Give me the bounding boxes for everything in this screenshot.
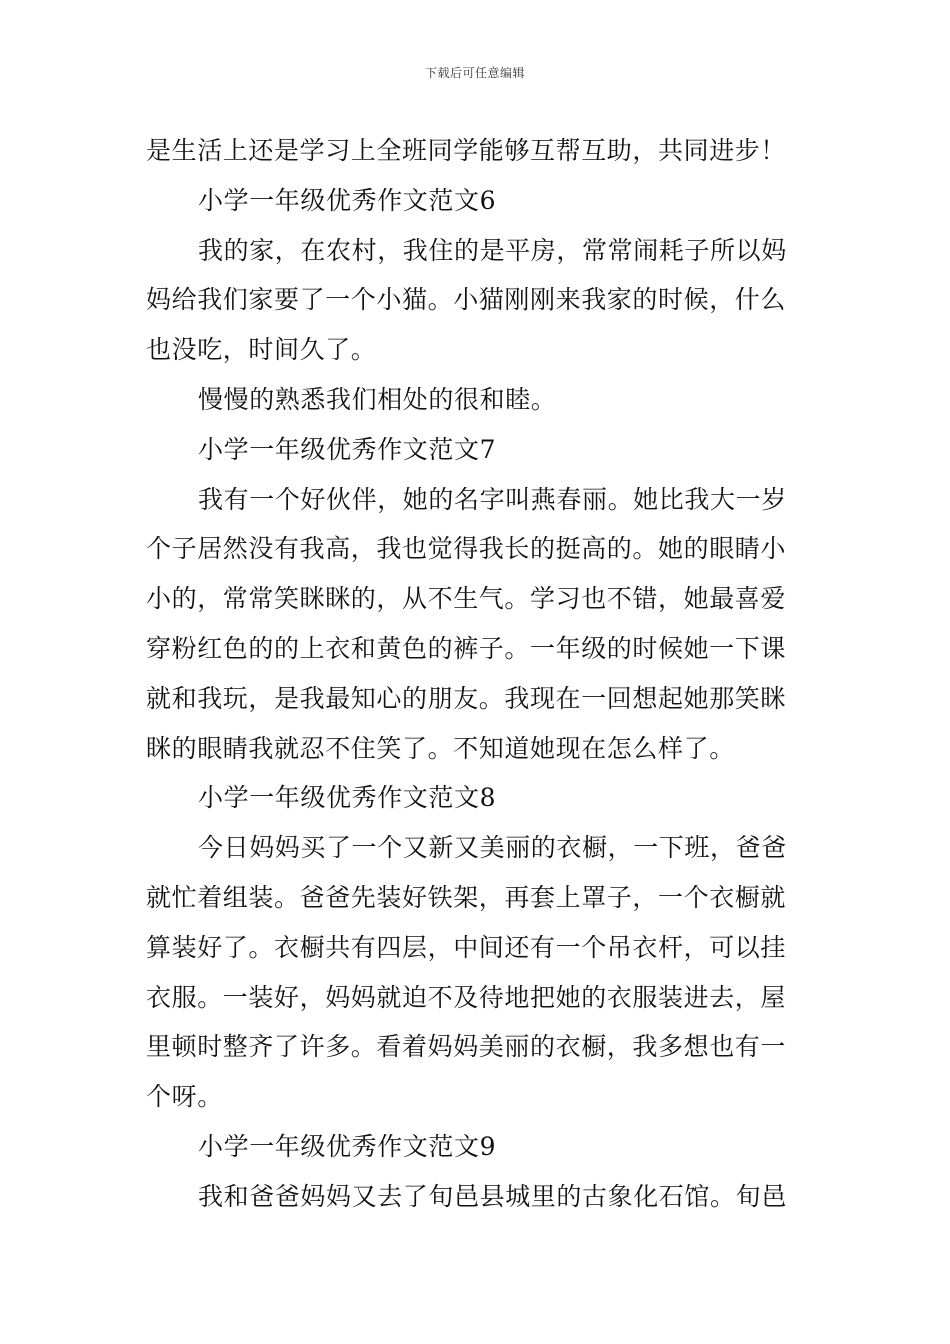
paragraph-start: 今日妈妈买了一个又新又美丽的衣橱，一下班，爸爸 [198, 833, 787, 863]
text-line: 穿粉红色的的上衣和黄色的裤子。一年级的时候她一下课 [146, 633, 787, 663]
text-line: 妈给我们家要了一个小猫。小猫刚刚来我家的时候，什么 [146, 285, 787, 315]
text-line: 里顿时整齐了许多。看着妈妈美丽的衣橱，我多想也有一 [146, 1032, 787, 1062]
text-line: 算装好了。衣橱共有四层，中间还有一个吊衣杆，可以挂 [146, 932, 787, 962]
page-header: 下载后可任意编辑 [424, 66, 525, 80]
paragraph-start: 我的家，在农村，我住的是平房，常常闹耗子所以妈 [198, 235, 787, 265]
text-line: 个呀。 [146, 1082, 223, 1112]
paragraph-start: 我有一个好伙伴，她的名字叫燕春丽。她比我大一岁 [198, 484, 787, 514]
section-heading: 小学一年级优秀作文范文9 [198, 1131, 497, 1161]
text-line: 也没吃，时间久了。 [146, 335, 377, 365]
document-body [146, 126, 806, 1222]
paragraph-start: 慢慢的熟悉我们相处的很和睦。 [198, 384, 557, 414]
text-line: 眯的眼睛我就忍不住笑了。不知道她现在怎么样了。 [146, 733, 735, 763]
paragraph-start: 我和爸爸妈妈又去了旬邑县城里的古象化石馆。旬邑 [198, 1181, 787, 1211]
section-heading: 小学一年级优秀作文范文7 [198, 434, 497, 464]
text-line: 就忙着组装。爸爸先装好铁架，再套上罩子，一个衣橱就 [146, 882, 787, 912]
section-heading: 小学一年级优秀作文范文6 [198, 185, 497, 215]
text-line: 是生活上还是学习上全班同学能够互帮互助，共同进步！ [146, 136, 787, 165]
text-line: 个子居然没有我高，我也觉得我长的挺高的。她的眼睛小 [146, 534, 787, 564]
section-heading: 小学一年级优秀作文范文8 [198, 783, 497, 813]
text-line: 衣服。一装好，妈妈就迫不及待地把她的衣服装进去，屋 [146, 982, 787, 1012]
text-line: 小的，常常笑眯眯的，从不生气。学习也不错，她最喜爱 [146, 584, 787, 614]
text-line: 就和我玩，是我最知心的朋友。我现在一回想起她那笑眯 [146, 683, 787, 713]
